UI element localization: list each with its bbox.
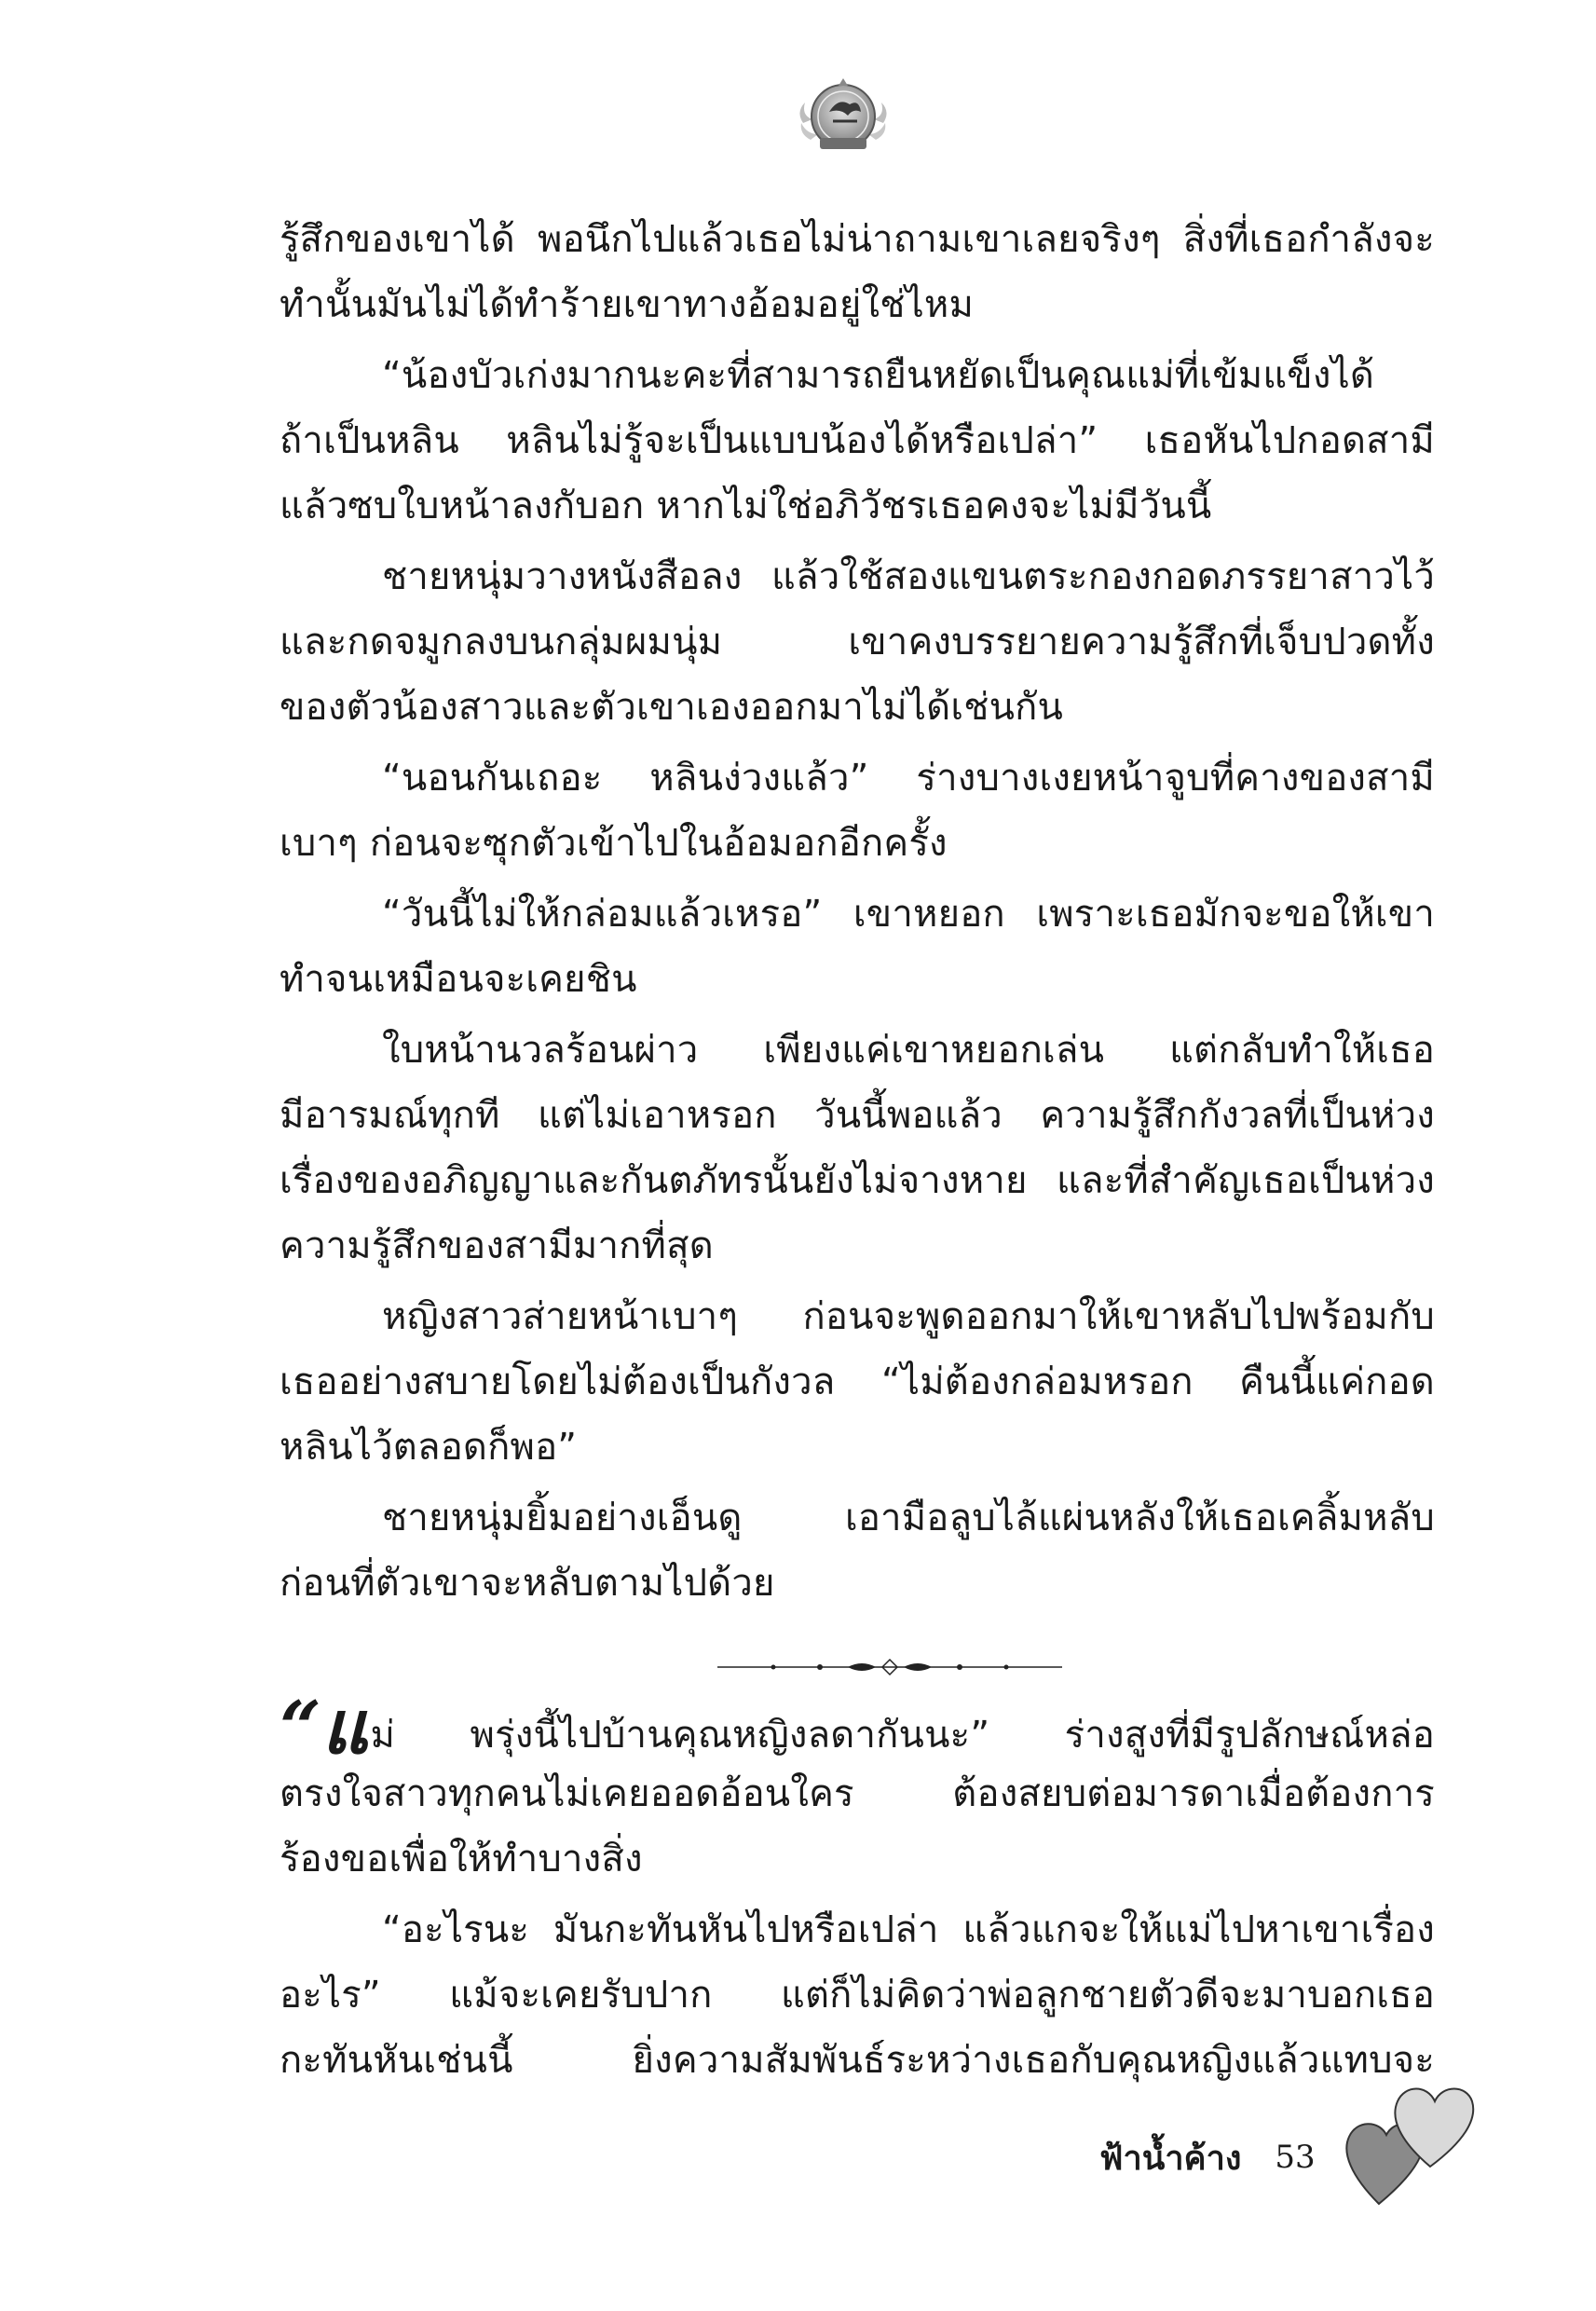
page-number: 53 xyxy=(1275,2139,1316,2176)
text-line: ความรู้สึกของสามีมากที่สุด xyxy=(280,1224,714,1267)
text-line: “วันนี้ไม่ให้กล่อมแล้วเหรอ” เขาหยอก เพราะเธอมักจะขอให้เขา xyxy=(382,893,1435,936)
text-line: อะไร” แม้จะเคยรับปาก แต่ก็ไม่คิดว่าพ่อลูกชายตัวดีจะมาบอกเธอ xyxy=(280,1974,1435,2017)
text-line: ใบหน้านวลร้อนผ่าว เพียงแค่เขาหยอกเล่น แต่กลับทำให้เธอ xyxy=(382,1029,1435,1072)
drop-cap: “แ xyxy=(280,1696,369,1761)
paragraph xyxy=(280,1897,1435,2093)
text-line: ถ้าเป็นหลิน หลินไม่รู้จะเป็นแบบน้องได้หรือเปล่า” เธอหันไปกอดสามี xyxy=(280,419,1435,462)
text-line: เรื่องของอภิญญาและกันตภัทรนั้นยังไม่จางหาย และที่สำคัญเธอเป็นห่วง xyxy=(280,1159,1435,1202)
paragraph xyxy=(280,1284,1435,1480)
text-line: หลินไว้ตลอดก็พอ” xyxy=(280,1426,578,1469)
double-heart-icon xyxy=(1342,2064,1481,2213)
chapter-text-top xyxy=(280,207,1435,1621)
paragraph xyxy=(280,745,1435,876)
text-line: ตรงใจสาวทุกคนไม่เคยออดอ้อนใคร ต้องสยบต่อมารดาเมื่อต้องการ xyxy=(280,1772,1435,1815)
ornamental-seal-logo-icon xyxy=(792,65,894,168)
text-line: ของตัวน้องสาวและตัวเขาเองออกมาไม่ได้เช่นกัน xyxy=(280,686,1064,729)
text-line: “อะไรนะ มันกะทันหันไปหรือเปล่า แล้วแกจะให้แม่ไปหาเขาเรื่อง xyxy=(382,1908,1435,1951)
paragraph xyxy=(280,1696,1435,1892)
paragraph xyxy=(280,544,1435,740)
text-line: มีอารมณ์ทุกที แต่ไม่เอาหรอก วันนี้พอแล้ว ความรู้สึกกังวลที่เป็นห่วง xyxy=(280,1094,1435,1137)
text-line: “น้องบัวเก่งมากนะคะที่สามารถยืนหยัดเป็นคุณแม่ที่เข้มแข็งได้ xyxy=(382,354,1375,397)
paragraph xyxy=(280,882,1435,1012)
text-line: หญิงสาวส่ายหน้าเบาๆ ก่อนจะพูดออกมาให้เขาหลับไปพร้อมกับ xyxy=(382,1295,1435,1338)
text-line: เธออย่างสบายโดยไม่ต้องเป็นกังวล “ไม่ต้องกล่อมหรอก คืนนี้แค่กอด xyxy=(280,1361,1435,1403)
text-line: ร้องขอเพื่อให้ทำบางสิ่ง xyxy=(280,1838,643,1880)
text-line: ก่อนที่ตัวเขาจะหลับตามไปด้วย xyxy=(280,1562,775,1605)
paragraph xyxy=(280,1018,1435,1279)
text-line: กะทันหันเช่นนี้ ยิ่งความสัมพันธ์ระหว่างเธอกับคุณหญิงแล้วแทบจะ xyxy=(280,2039,1435,2082)
text-line: ทำนั้นมันไม่ได้ทำร้ายเขาทางอ้อมอยู่ใช่ไหม xyxy=(280,283,975,326)
ornamental-divider-icon xyxy=(708,1654,1071,1680)
page-footer xyxy=(1099,2129,1316,2185)
paragraph xyxy=(280,1485,1435,1616)
publisher-logo xyxy=(792,65,894,168)
text-line: ทำจนเหมือนจะเคยชิน xyxy=(280,958,637,1001)
text-line: แล้วซบใบหน้าลงกับอก หากไม่ใช่อภิวัชรเธอคงจะไม่มีวันนี้ xyxy=(280,485,1212,527)
text-line: “นอนกันเถอะ หลินง่วงแล้ว” ร่างบางเงยหน้าจูบที่คางของสามี xyxy=(382,757,1435,800)
chapter-text-bottom xyxy=(280,1696,1435,2099)
paragraph xyxy=(280,207,1435,337)
text-line: ชายหนุ่มวางหนังสือลง แล้วใช้สองแขนตระกองกอดภรรยาสาวไว้ xyxy=(382,555,1435,598)
text-line-rest: ม่ พรุ่งนี้ไปบ้านคุณหญิงลดากันนะ” ร่างสูงที่มีรูปลักษณ์หล่อ xyxy=(370,1714,1435,1757)
text-line: ชายหนุ่มยิ้มอย่างเอ็นดู เอามือลูบไล้แผ่นหลังให้เธอเคลิ้มหลับ xyxy=(382,1497,1435,1539)
book-title: ฟ้าน้ำค้าง xyxy=(1099,2139,1242,2178)
text-line xyxy=(280,1696,1435,1761)
text-line: เบาๆ ก่อนจะซุกตัวเข้าไปในอ้อมอกอีกครั้ง xyxy=(280,822,948,865)
text-line: และกดจมูกลงบนกลุ่มผมนุ่ม เขาคงบรรยายความรู้สึกที่เจ็บปวดทั้ง xyxy=(280,621,1435,663)
paragraph xyxy=(280,343,1435,539)
text-line: รู้สึกของเขาได้ พอนึกไปแล้วเธอไม่น่าถามเขาเลยจริงๆ สิ่งที่เธอกำลังจะ xyxy=(280,218,1435,261)
